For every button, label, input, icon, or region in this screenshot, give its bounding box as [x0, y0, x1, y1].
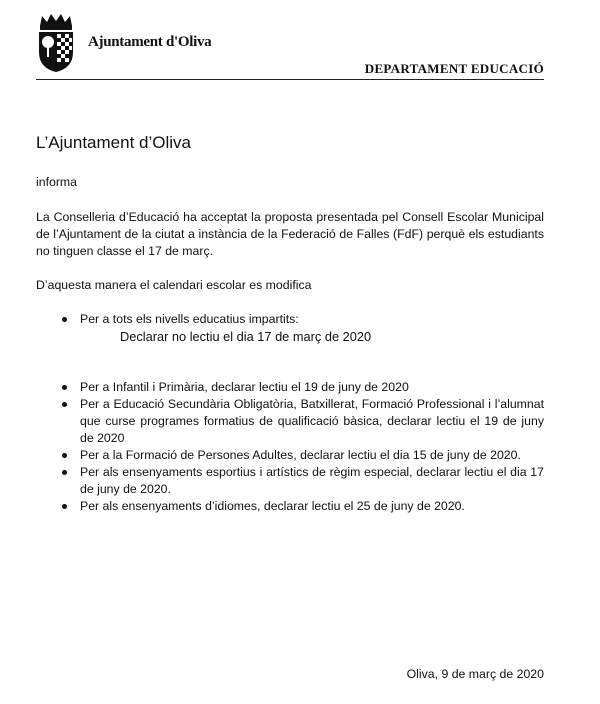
letterhead	[0, 0, 600, 90]
replacement-days-list	[36, 379, 544, 515]
bullet-icon	[62, 317, 67, 322]
organization-name: Ajuntament d'Oliva	[88, 34, 212, 50]
bullet-icon	[62, 453, 67, 458]
bullet-icon	[62, 504, 67, 509]
date-signature: Oliva, 9 de març de 2020	[406, 667, 544, 681]
bullet-icon	[62, 470, 67, 475]
emphasis-text: Declarar no lectiu el dia 17 de març de 2020	[120, 329, 372, 344]
announcement-paragraph: La Conselleria d’Educació ha acceptat la proposta presentada pel Consell Escolar Municipal de l’Ajuntament de la ciutat a instància de la Federació de Falles (FdF) perquè els estudiants no tinguen classe el 17 de març.	[36, 210, 544, 258]
list-item	[36, 396, 544, 447]
informa-text: informa	[36, 175, 78, 189]
bullet-icon	[62, 385, 67, 390]
list-item	[36, 464, 544, 498]
list-item-text: Per als ensenyaments d’idiomes, declarar lectiu el 25 de juny de 2020.	[80, 499, 465, 513]
list-item	[36, 447, 544, 464]
department-name: DEPARTAMENT EDUCACIÓ	[364, 61, 544, 76]
list-item-text: Per a la Formació de Persones Adultes, declarar lectiu el dia 15 de juny de 2020.	[80, 448, 521, 462]
oliva-coat-of-arms-logo	[36, 12, 76, 74]
list-item-text: Per a tots els nivells educatius impartits:	[80, 312, 299, 326]
list-item	[36, 379, 544, 396]
non-teaching-day-statement	[36, 328, 544, 345]
document-title: L’Ajuntament d’Oliva	[36, 133, 191, 152]
header-divider	[36, 79, 544, 80]
list-item-text: Per a Educació Secundària Obligatòria, Batxillerat, Formació Professional i l’alumnat que curse programes formatius de qualificació bàsica, declarar lectiu el 19 de juny de 2020	[80, 397, 544, 445]
general-levels-list	[36, 311, 544, 345]
bullet-icon	[62, 402, 67, 407]
list-item-text: Per a Infantil i Primària, declarar lectiu el 19 de juny de 2020	[80, 380, 409, 394]
calendar-intro-paragraph: D’aquesta manera el calendari escolar es modifica	[36, 278, 312, 292]
list-item	[36, 311, 544, 328]
list-item-text: Per als ensenyaments esportius i artístics de règim especial, declarar lectiu el dia 17 de juny de 2020.	[80, 465, 544, 496]
list-item	[36, 498, 544, 515]
document-body	[36, 132, 544, 515]
